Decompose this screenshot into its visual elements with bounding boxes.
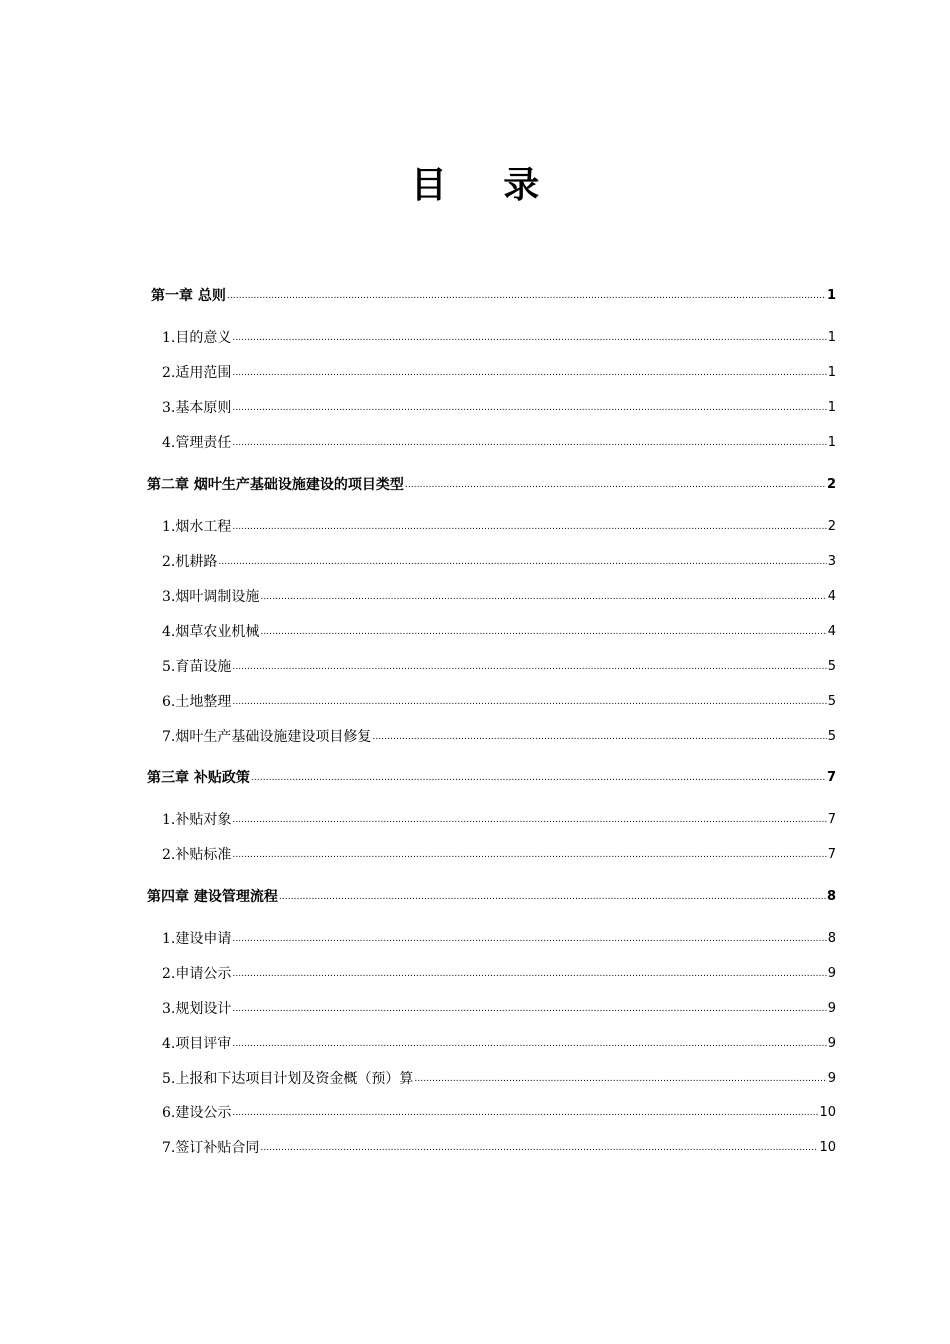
toc-page-number: 5 [827, 694, 836, 709]
toc-section-entry[interactable] [162, 844, 836, 866]
toc-dot-leader [232, 360, 826, 384]
page-title: 目 录 [410, 164, 562, 206]
toc-entry-label: 2.适用范围 [162, 365, 232, 381]
toc-dot-leader [232, 1031, 826, 1055]
toc-entry-label: 1.目的意义 [162, 330, 232, 346]
toc-dot-leader [232, 430, 826, 454]
toc-section-entry[interactable] [162, 928, 836, 950]
toc-dot-leader [232, 514, 826, 538]
toc-entry-label: 6.建设公示 [162, 1105, 232, 1121]
toc-page-number: 2 [827, 519, 836, 534]
toc-section-entry[interactable] [162, 656, 836, 678]
toc-section-entry[interactable] [162, 809, 836, 831]
toc-dot-leader [232, 654, 826, 678]
toc-entry-label: 4.管理责任 [162, 435, 232, 451]
toc-entry-label: 7.烟叶生产基础设施建设项目修复 [162, 729, 372, 745]
toc-entry-label: 5.育苗设施 [162, 659, 232, 675]
toc-page-number: 4 [827, 624, 836, 639]
toc-entry-label: 1.建设申请 [162, 931, 232, 947]
toc-section-entry[interactable] [162, 1137, 836, 1159]
toc-section-entry[interactable] [162, 397, 836, 419]
toc-dot-leader [260, 1135, 818, 1159]
toc-entry-label: 2.补贴标准 [162, 847, 232, 863]
toc-entry-label: 4.烟草农业机械 [162, 624, 260, 640]
toc-page-number: 5 [827, 729, 836, 744]
toc-dot-leader [232, 926, 826, 950]
toc-page-number: 2 [826, 477, 836, 492]
toc-dot-leader [218, 549, 826, 573]
toc-dot-leader [372, 724, 826, 748]
toc-entry-label: 6.土地整理 [162, 694, 232, 710]
toc-entry-label: 3.基本原则 [162, 400, 232, 416]
toc-dot-leader [232, 1100, 818, 1124]
toc-page-number: 9 [827, 1071, 836, 1086]
toc-entry-label: 1.烟水工程 [162, 519, 232, 535]
toc-section-entry[interactable] [162, 327, 836, 349]
toc-page-number: 9 [827, 1036, 836, 1051]
toc-entry-label: 第一章 总则 [151, 288, 226, 304]
toc-page-number: 3 [827, 554, 836, 569]
toc-section-entry[interactable] [162, 998, 836, 1020]
toc-dot-leader [260, 619, 826, 643]
toc-entry-label: 第四章 建设管理流程 [147, 889, 278, 905]
toc-page-number: 7 [827, 847, 836, 862]
toc-page-number: 8 [827, 931, 836, 946]
toc-section-entry[interactable] [162, 1102, 836, 1124]
toc-section-entry[interactable] [162, 691, 836, 713]
toc-dot-leader [279, 884, 826, 908]
toc-entry-label: 7.签订补贴合同 [162, 1140, 260, 1156]
toc-section-entry[interactable] [162, 362, 836, 384]
toc-entry-label: 4.项目评审 [162, 1036, 232, 1052]
toc-page-number: 1 [827, 435, 836, 450]
toc-page-number: 9 [827, 1001, 836, 1016]
toc-dot-leader [232, 961, 826, 985]
toc-entry-label: 第二章 烟叶生产基础设施建设的项目类型 [147, 477, 404, 493]
toc-dot-leader [405, 472, 826, 496]
toc-section-entry[interactable] [162, 432, 836, 454]
toc-section-entry[interactable] [162, 726, 836, 748]
toc-entry-label: 5.上报和下达项目计划及资金概（预）算 [162, 1071, 414, 1087]
toc-section-entry[interactable] [162, 551, 836, 573]
toc-entry-label: 2.机耕路 [162, 554, 218, 570]
toc-page-number: 4 [827, 589, 836, 604]
toc-page-number: 1 [826, 288, 836, 303]
toc-dot-leader [232, 395, 826, 419]
toc-dot-leader [251, 765, 826, 789]
toc-page-number: 1 [827, 400, 836, 415]
toc-page-number: 10 [819, 1105, 836, 1120]
toc-section-entry[interactable] [162, 586, 836, 608]
toc-dot-leader [414, 1066, 826, 1090]
toc-dot-leader [260, 584, 826, 608]
toc-dot-leader [232, 689, 826, 713]
toc-chapter-entry[interactable] [147, 767, 836, 789]
toc-chapter-entry[interactable] [147, 886, 836, 908]
toc-chapter-entry[interactable] [151, 285, 836, 307]
toc-page-number: 10 [819, 1140, 836, 1155]
toc-dot-leader [232, 325, 826, 349]
toc-section-entry[interactable] [162, 1068, 836, 1090]
toc-entry-label: 2.申请公示 [162, 966, 232, 982]
toc-page-number: 1 [827, 365, 836, 380]
toc-section-entry[interactable] [162, 516, 836, 538]
toc-section-entry[interactable] [162, 621, 836, 643]
toc-page-number: 7 [827, 812, 836, 827]
toc-entry-label: 第三章 补贴政策 [147, 770, 250, 786]
toc-page-number: 1 [827, 330, 836, 345]
toc-chapter-entry[interactable] [147, 474, 836, 496]
toc-entry-label: 1.补贴对象 [162, 812, 232, 828]
toc-section-entry[interactable] [162, 1033, 836, 1055]
toc-dot-leader [232, 842, 826, 866]
toc-dot-leader [232, 807, 826, 831]
toc-page-number: 5 [827, 659, 836, 674]
toc-dot-leader [232, 996, 826, 1020]
toc-section-entry[interactable] [162, 963, 836, 985]
toc-page-number: 9 [827, 966, 836, 981]
toc-page-number: 8 [826, 889, 836, 904]
toc-dot-leader [227, 283, 826, 307]
toc-page-number: 7 [826, 770, 836, 785]
toc-entry-label: 3.烟叶调制设施 [162, 589, 260, 605]
toc-entry-label: 3.规划设计 [162, 1001, 232, 1017]
